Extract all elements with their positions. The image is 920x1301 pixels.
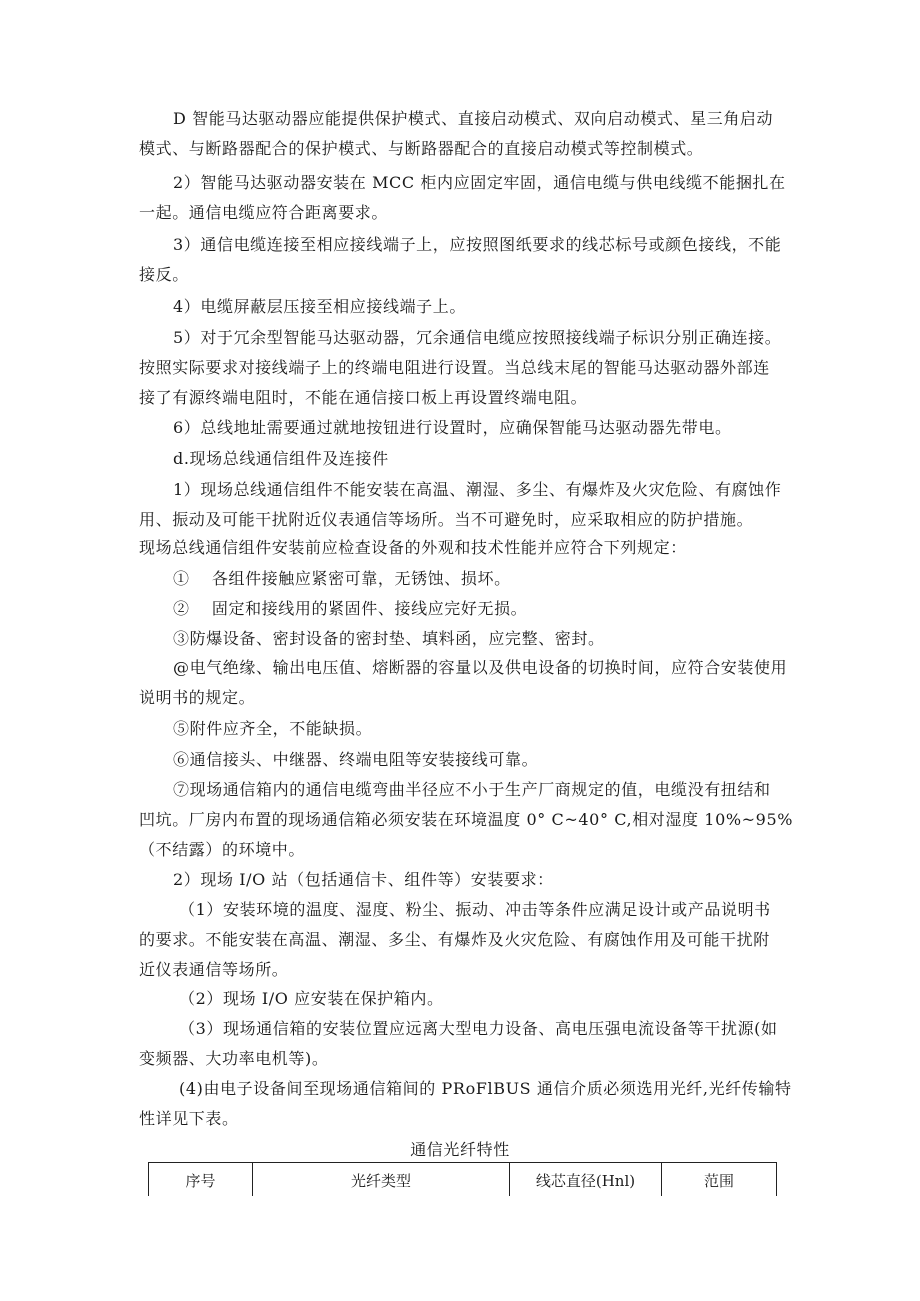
- text-line: （3）现场通信箱的安装位置应远离大型电力设备、高电压强电流设备等干扰源(如: [179, 1019, 778, 1038]
- table-header-cell: 光纤类型: [253, 1163, 510, 1197]
- table-header-row: [149, 1163, 777, 1197]
- text-line: ⑥通信接头、中继器、终端电阻等安装接线可靠。: [173, 750, 539, 769]
- text-line: 变频器、大功率电机等)。: [139, 1049, 329, 1068]
- text-line: 用、振动及可能干扰附近仪表通信等场所。当不可避免时，应采取相应的防护措施。: [139, 510, 754, 529]
- paragraph: [139, 984, 799, 1014]
- text-line: 凹坑。厂房内布置的现场通信箱必须安装在环境温度 0° C~40° C,相对湿度 10%~95%: [139, 810, 794, 829]
- text-line: ⑤附件应齐全，不能缺损。: [173, 719, 373, 738]
- text-line: 的要求。不能安装在高温、潮湿、多尘、有爆炸及火灾危险、有腐蚀作用及可能干扰附: [139, 930, 770, 949]
- text-line: （1）安装环境的温度、湿度、粉尘、振动、冲击等条件应满足设计或产品说明书: [179, 900, 771, 919]
- table-caption: 通信光纤特性: [410, 1140, 510, 1159]
- text-line: 现场总线通信组件安装前应检查设备的外观和技术性能并应符合下列规定：: [139, 538, 687, 557]
- paragraph: [139, 292, 799, 322]
- table-header-cell: 线芯直径(Hnl): [510, 1163, 662, 1197]
- paragraph: [139, 168, 799, 228]
- list-item: [139, 564, 799, 594]
- text-line: （不结露）的环境中。: [139, 840, 306, 859]
- paragraph: [139, 895, 799, 985]
- list-item: [139, 714, 799, 744]
- text-line: 2）现场 I/O 站（包括通信卡、组件等）安装要求：: [173, 870, 554, 889]
- paragraph: [139, 1014, 799, 1074]
- text-line: 2）智能马达驱动器安装在 MCC 柜内应固定牢固，通信电缆与供电线缆不能捆扎在: [173, 173, 786, 192]
- text-line: 5）对于冗余型智能马达驱动器，冗余通信电缆应按照接线端子标识分别正确连接。: [173, 328, 782, 347]
- list-item: [139, 745, 799, 775]
- paragraph: [139, 413, 799, 443]
- paragraph: [139, 533, 799, 563]
- text-line: （2）现场 I/O 应安装在保护箱内。: [179, 989, 444, 1008]
- list-item: [139, 653, 799, 713]
- text-line: @电气绝缘、输出电压值、熔断器的容量以及供电设备的切换时间，应符合安装使用: [173, 658, 788, 677]
- text-line: 4）电缆屏蔽层压接至相应接线端子上。: [173, 297, 466, 316]
- text-line: 接反。: [139, 265, 189, 284]
- paragraph: [139, 104, 799, 164]
- list-item: [139, 624, 799, 654]
- text-line: 按照实际要求对接线端子上的终端电阻进行设置。当总线末尾的智能马达驱动器外部连: [139, 358, 770, 377]
- text-line: ① 各组件接触应紧密可靠，无锈蚀、损坏。: [173, 569, 511, 588]
- text-line: 模式、与断路器配合的保护模式、与断路器配合的直接启动模式等控制模式。: [139, 139, 704, 158]
- text-line: 性详见下表。: [139, 1109, 239, 1128]
- paragraph: [139, 475, 799, 535]
- text-line: D 智能马达驱动器应能提供保护模式、直接启动模式、双向启动模式、星三角启动: [173, 109, 774, 128]
- text-line: (4)由电子设备间至现场通信箱间的 PRoFlBUS 通信介质必须选用光纤,光纤传输特: [179, 1079, 792, 1098]
- fiber-spec-table: [148, 1162, 777, 1196]
- text-line: 6）总线地址需要通过就地按钮进行设置时，应确保智能马达驱动器先带电。: [173, 418, 732, 437]
- paragraph: [139, 865, 799, 895]
- list-item: [139, 594, 799, 624]
- text-line: ⑦现场通信箱内的通信电缆弯曲半径应不小于生产厂商规定的值，电缆没有扭结和: [173, 780, 771, 799]
- table-header-cell: 序号: [149, 1163, 253, 1197]
- text-line: 1）现场总线通信组件不能安装在高温、潮湿、多尘、有爆炸及火灾危险、有腐蚀作: [173, 480, 782, 499]
- list-item: [139, 775, 799, 865]
- table-header-cell: 范围: [662, 1163, 777, 1197]
- paragraph: [139, 323, 799, 413]
- paragraph: [139, 230, 799, 290]
- text-line: 3）通信电缆连接至相应接线端子上，应按照图纸要求的线芯标号或颜色接线，不能: [173, 235, 782, 254]
- text-line: 一起。通信电缆应符合距离要求。: [139, 203, 389, 222]
- text-line: 接了有源终端电阻时，不能在通信接口板上再设置终端电阻。: [139, 388, 588, 407]
- paragraph: [139, 1074, 799, 1134]
- text-line: d.现场总线通信组件及连接件: [173, 449, 389, 468]
- text-line: ② 固定和接线用的紧固件、接线应完好无损。: [173, 599, 528, 618]
- text-line: 说明书的规定。: [139, 688, 256, 707]
- text-line: ③防爆设备、密封设备的密封垫、填料函，应完整、密封。: [173, 629, 605, 648]
- text-line: 近仪表通信等场所。: [139, 960, 289, 979]
- section-heading: [139, 444, 799, 474]
